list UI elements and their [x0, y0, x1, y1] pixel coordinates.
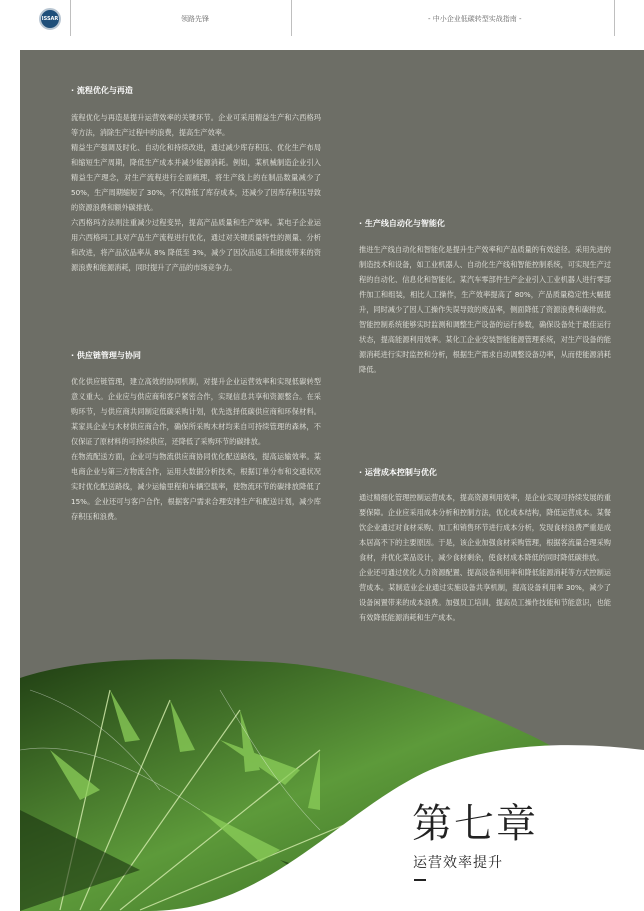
paragraph: 企业还可通过优化人力资源配置、提高设备利用率和降低能源消耗等方式控制运营成本。某制造业企业通过实施设备共享机制，提高设备利用率 30%，减少了设备闲置带来的成本浪费。加强员工培训，提高员工操作技能和节能意识，也能有效降低能源消耗和生产成本。 [359, 568, 611, 622]
header-right-text: - 中小企业低碳转型实战指南 - [428, 15, 522, 23]
white-wave-shape [20, 50, 644, 911]
paragraph: 六西格玛方法则注重减少过程变异，提高产品质量和生产效率。某电子企业运用六西格玛工具对产品生产流程进行优化，通过对关键质量特性的测量、分析和改进，将产品次品率从 8% 降低至 3%，减少了因次品返工和报废带来的资源浪费和能源消耗，同时提升了产品的市场竞争力。 [71, 218, 321, 272]
header-left-text: 领路先锋 [181, 15, 209, 23]
chapter-title: 第七章 [412, 801, 538, 847]
header-divider [291, 0, 292, 36]
chapter-dash [414, 879, 426, 881]
section-title-automation: · 生产线自动化与智能化 [359, 219, 445, 228]
header-divider [614, 0, 615, 36]
paragraph: 通过精细化管理控制运营成本，提高资源利用效率，是企业实现可持续发展的重要保障。企业应采用成本分析和控制方法，优化成本结构，降低运营成本。某餐饮企业通过对食材采购、加工和销售环节进行成本分析，发现食材浪费严重是成本居高不下的主要原因。于是，该企业加强食材采购管理，根据客流量合理采购食材，并优化菜品设计，减少食材剩余，使食材成本降低的同时降低碳排放。 [359, 493, 611, 562]
content-panel [20, 50, 644, 911]
paragraph: 优化供应链管理，建立高效的协同机制，对提升企业运营效率和实现低碳转型意义重大。企业应与供应商和客户紧密合作，实现信息共享和资源整合。在采购环节，与供应商共同制定低碳采购计划，优先选择低碳供应商和环保材料。某家具企业与木材供应商合作，确保所采购木材均来自可持续管理的森林，不仅保证了原材料的可持续供应，还降低了采购环节的碳排放。 [71, 377, 321, 446]
chapter-subtitle: 运营效率提升 [413, 855, 503, 871]
paragraph: 流程优化与再造是提升运营效率的关键环节。企业可采用精益生产和六西格玛等方法，消除生产过程中的浪费，提高生产效率。 [71, 113, 321, 137]
section-title-cost-control: · 运营成本控制与优化 [359, 468, 437, 477]
section-title-process: · 流程优化与再造 [71, 86, 133, 95]
paragraph: 推进生产线自动化和智能化是提升生产效率和产品质量的有效途径。采用先进的制造技术和设备，如工业机器人、自动化生产线和智能控制系统，可实现生产过程的自动化、信息化和智能化。某汽车零部件生产企业引入工业机器人进行零部件加工和组装，相比人工操作，生产效率提高了 80%，产品质量稳定性大幅提升，同时减少了因人工操作失误导致的废品率，侧面降低了资源浪费和碳排放。 [359, 245, 611, 314]
publisher-logo [39, 8, 61, 30]
page-header [0, 0, 644, 36]
paragraph: 精益生产强调及时化、自动化和持续改进，通过减少库存积压、优化生产布局和缩短生产周期，降低生产成本并减少能源消耗。例如，某机械制造企业引入精益生产理念，对生产流程进行全面梳理，将生产线上的在制品数量减少了 50%，生产周期缩短了 30%，不仅降低了库存成本，还减少了因库存积压导致的资源浪费和额外碳排放。 [71, 143, 321, 212]
paragraph: 智能控制系统能够实时监测和调整生产设备的运行参数，确保设备处于最佳运行状态，提高能源利用效率。某化工企业安装智能能源管理系统，对生产设备的能源消耗进行实时监控和分析，根据生产需求自动调整设备功率，从而使能源消耗降低。 [359, 320, 611, 374]
paragraph: 在物流配送方面，企业可与物流供应商协同优化配送路线，提高运输效率。某电商企业与第三方物流合作，运用大数据分析技术，根据订单分布和交通状况实时优化配送路线，减少运输里程和车辆空载率，使物流环节的碳排放降低了 15%。企业还可与客户合作，根据客户需求合理安排生产和配送计划，减少库存积压和浪费。 [71, 452, 321, 521]
section-title-supply-chain: · 供应链管理与协同 [71, 351, 141, 360]
header-divider [70, 0, 71, 36]
logo-text: ISSAR [41, 16, 59, 22]
